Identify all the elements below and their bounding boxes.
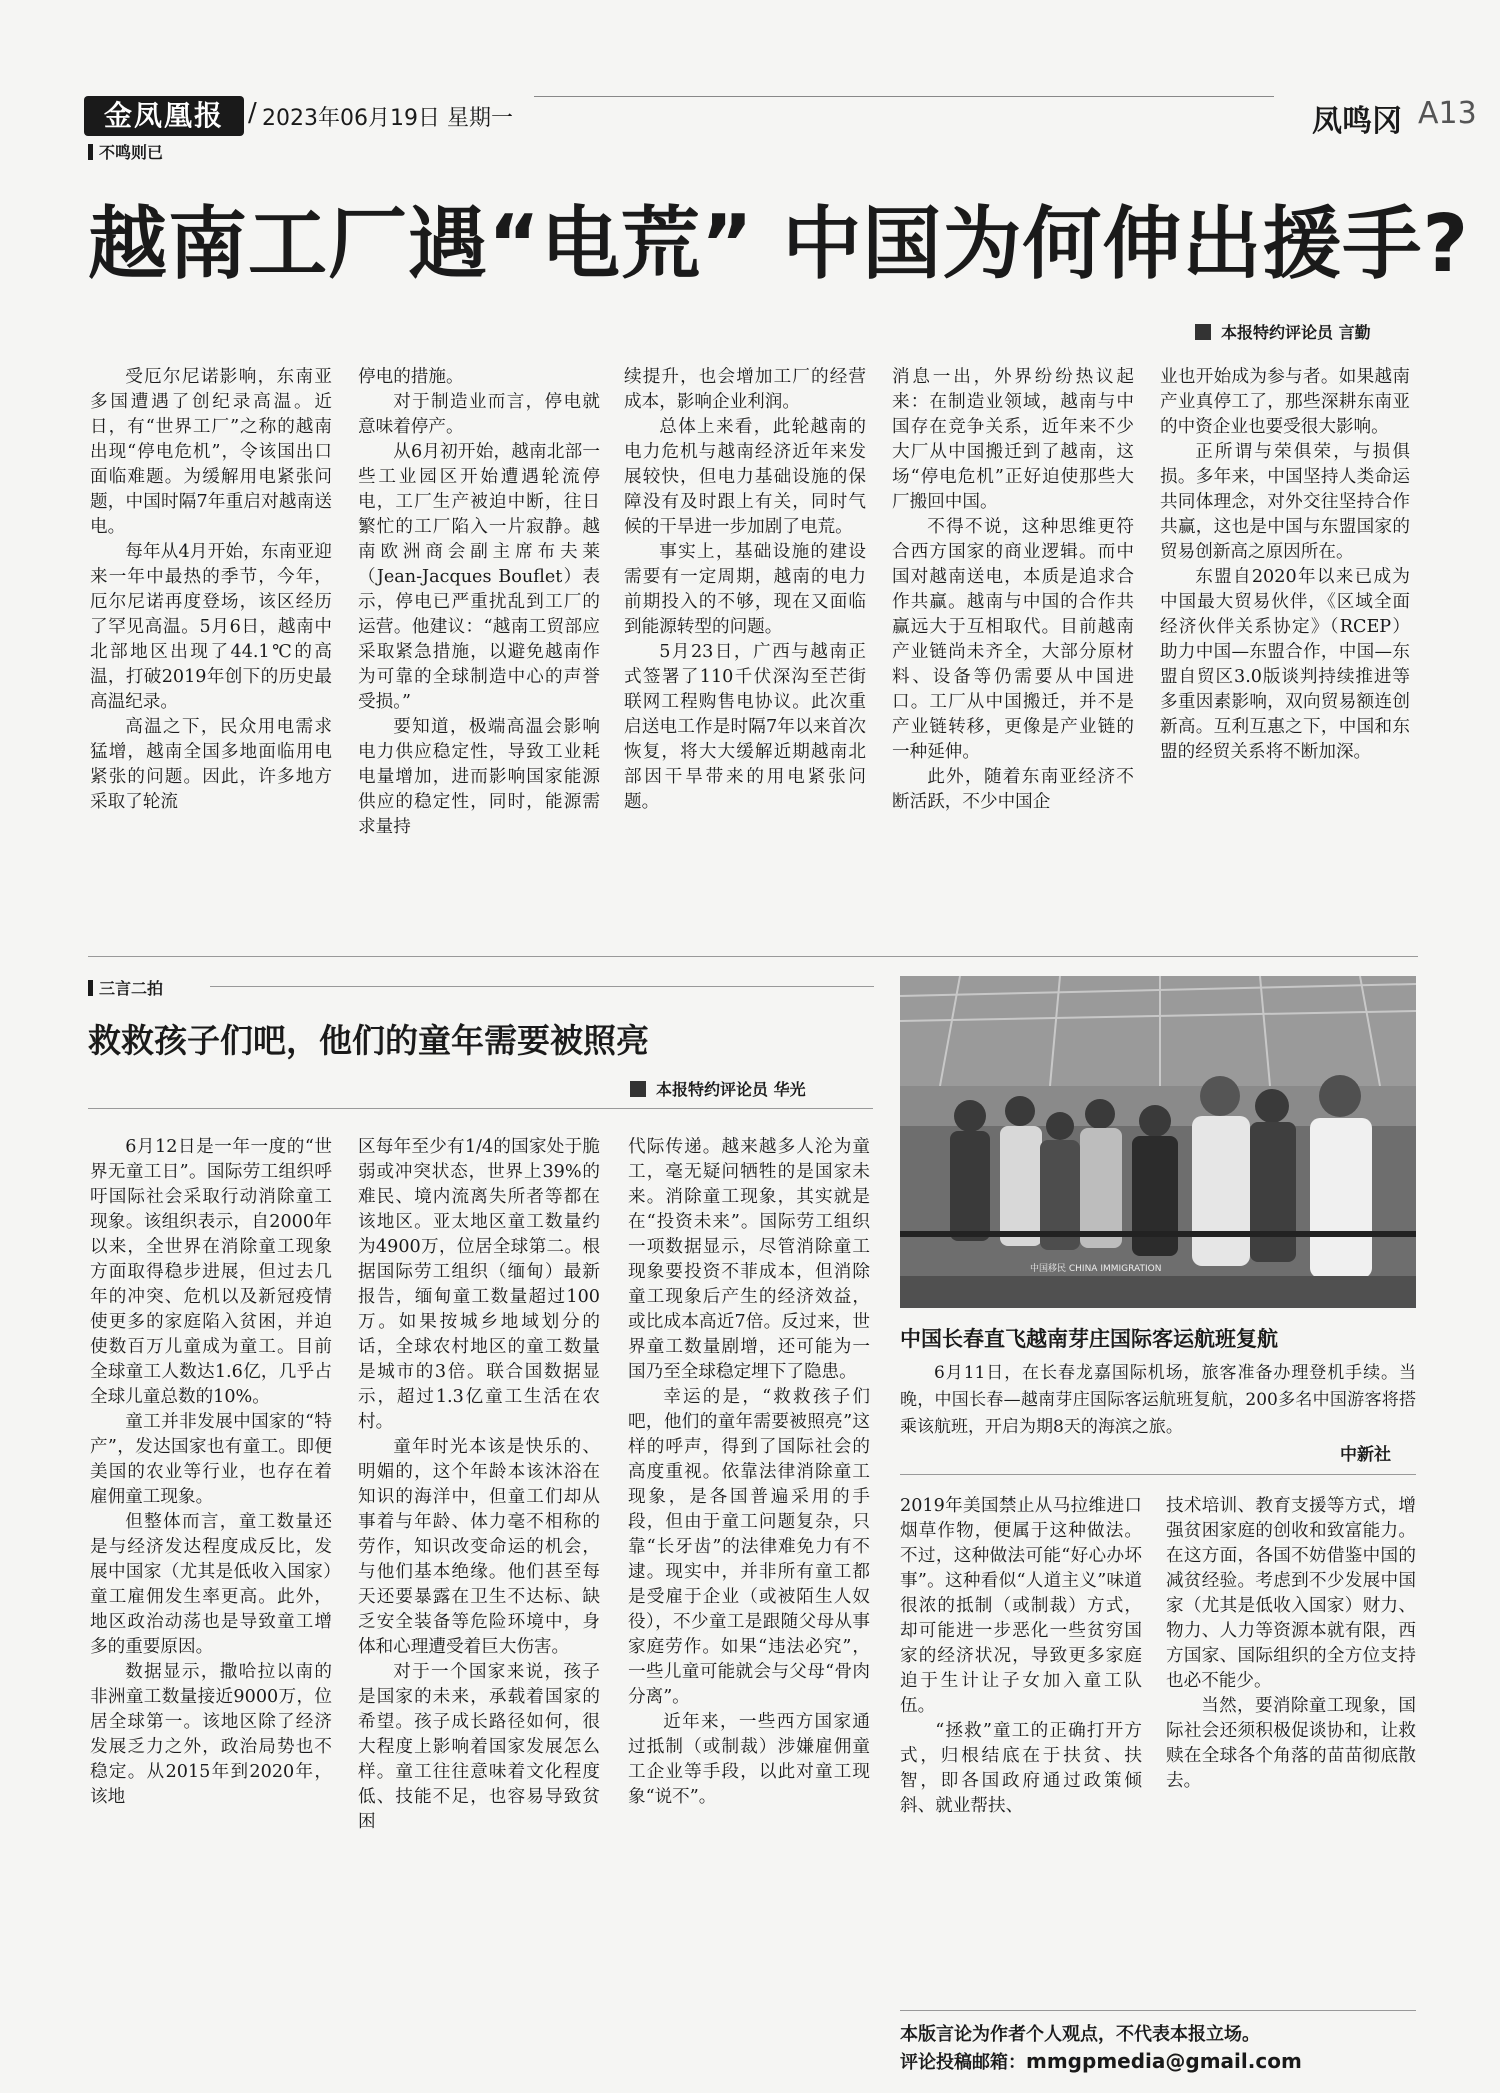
paragraph: 停电的措施。 [358,367,464,387]
article1-column-4 [892,365,1134,950]
paragraph: 2019年美国禁止从马拉维进口烟草作物，便属于这种做法。不过，这种做法可能“好心办坏事”。这种看似“人道主义”味道很浓的抵制（或制裁）方式，却可能进一步恶化一些贫穷国家的经济状况，导致更多家庭迫于生计让子女加入童工队伍。 [900,1496,1142,1716]
paragraph: 不得不说，这种思维更符合西方国家的商业逻辑。而中国对越南送电，本质是追求合作共赢。越南与中国的合作共赢远大于互相取代。目前越南产业链尚未齐全，大部分原材料、设备等仍需要从中国进口。工厂从中国搬迁，并不是产业链转移，更像是产业链的一种延伸。 [892,517,1134,762]
paragraph: 代际传递。越来越多人沦为童工，毫无疑问牺牲的是国家未来。消除童工现象，其实就是在“投资未来”。国际劳工组织一项数据显示，尽管消除童工现象要投资不菲成本，但消除童工现象后产生的经济效益，或比成本高近7倍。反过来，世界童工数量剧增，还可能为一国乃至全球稳定埋下了隐患。 [628,1137,870,1382]
article2-column-3 [628,1135,870,2010]
column-tag-1: 不鸣则已 [88,140,163,163]
section-name: 凤鸣冈 [1312,104,1402,139]
paragraph: 消息一出，外界纷纷热议起来：在制造业领域，越南与中国存在竞争关系，近年来不少大厂从中国搬迁到了越南，这场“停电危机”正好迫使那些大厂搬回中国。 [892,367,1134,512]
paragraph: 要知道，极端高温会影响电力供应稳定性，导致工业耗电量增加，进而影响国家能源供应的稳定性，同时，能源需求量持 [358,717,600,837]
main-headline: 越南工厂遇“电荒” 中国为何伸出援手? [88,198,1470,290]
paragraph: 但整体而言，童工数量还是与经济发达程度成反比，发展中国家（尤其是低收入国家）童工雇佣发生率更高。此外，地区政治动荡也是导致童工增多的重要原因。 [90,1512,332,1657]
paragraph: 总体上来看，此轮越南的电力危机与越南经济近年来发展较快，但电力基础设施的保障没有及时跟上有关，同时气候的干旱进一步加剧了电荒。 [624,417,866,537]
article2-column-2 [358,1135,600,2010]
byline-2: 本报特约评论员 华光 [630,1077,806,1100]
masthead [84,96,1477,139]
article1-column-1 [90,365,332,950]
tag-bar-icon [88,980,93,996]
article2-column-5 [1166,1494,1416,1934]
article2-headline: 救救孩子们吧，他们的童年需要被照亮 [88,1021,649,1060]
paragraph: 对于制造业而言，停电就意味着停产。 [358,392,600,437]
tag-bar-icon [88,144,93,160]
airport-crowd-image [900,976,1416,1308]
caption-rule [900,1474,1416,1475]
paragraph: 当然，要消除童工现象，国际社会还须积极促谈协和，让救赎在全球各个角落的苗苗彻底散去。 [1166,1696,1416,1791]
paragraph: 幸运的是，“救救孩子们吧，他们的童年需要被照亮”这样的呼声，得到了国际社会的高度重视。依靠法律消除童工现象，是各国普遍采用的手段，但由于童工问题复杂，只靠“长牙齿”的法律难免力有不逮。现实中，并非所有童工都是受雇于企业（或被陌生人奴役），不少童工是跟随父母从事家庭劳作。如果“违法必究”，一些儿童可能就会与父母“骨肉分离”。 [628,1387,870,1707]
email-label: 评论投稿邮箱： [900,2052,1026,2073]
paragraph: 从6月初开始，越南北部一些工业园区开始遭遇轮流停电，工厂生产被迫中断，往日繁忙的工厂陷入一片寂静。越南欧洲商会副主席布夫莱（Jean-Jacques Bouflet）表示，停电已严重扰乱到工厂的运营。他建议：“越南工贸部应采取紧急措施，以避免越南作为可靠的全球制造中心的声誉受损。” [358,442,600,712]
article2-column-1 [90,1135,332,2010]
column-tag-2: 三言二拍 [88,976,163,999]
paragraph: 东盟自2020年以来已成为中国最大贸易伙伴，《区域全面经济伙伴关系协定》（RCEP）助力中国—东盟合作，中国—东盟自贸区3.0版谈判持续推进等多重因素影响，双向贸易额连创新高。互利互惠之下，中国和东盟的经贸关系将不断加深。 [1160,567,1410,762]
newspaper-logo: 金凤凰报 [84,96,244,136]
paragraph: 童工并非发展中国家的“特产”，发达国家也有童工。即便美国的农业等行业，也存在着雇佣童工现象。 [90,1412,332,1507]
paragraph: “拯救”童工的正确打开方式，归根结底在于扶贫、扶智，即各国政府通过政策倾斜、就业帮扶、 [900,1721,1142,1816]
paragraph: 区每年至少有1/4的国家处于脆弱或冲突状态，世界上39%的难民、境内流离失所者等都在该地区。亚太地区童工数量约为4900万，位居全球第二。根据国际劳工组织（缅甸）最新报告，缅甸童工数量超过100万。如果按城乡地域划分的话，全球农村地区的童工数量是城市的3倍。联合国数据显示，超过1.3亿童工生活在农村。 [358,1137,600,1432]
masthead-rule [534,96,1274,97]
paragraph: 高温之下，民众用电需求猛增，越南全国多地面临用电紧张的问题。因此，许多地方采取了轮流 [90,717,332,812]
photo-watermark: 中国移民 CHINA IMMIGRATION [1030,1264,1162,1274]
byline-1: 本报特约评论员 言勤 [1195,320,1371,343]
paragraph: 技术培训、教育支援等方式，增强贫困家庭的创收和致富能力。在这方面，各国不妨借鉴中国的减贫经验。考虑到不少发展中国家（尤其是低收入国家）财力、物力、人力等资源本就有限，西方国家、国际组织的全方位支持也必不能少。 [1166,1496,1416,1691]
paragraph: 业也开始成为参与者。如果越南产业真停工了，那些深耕东南亚的中资企业也要受很大影响。 [1160,367,1410,437]
photo-caption-title: 中国长春直飞越南芽庄国际客运航班复航 [900,1327,1278,1351]
submission-email-line [900,2048,1302,2076]
article1-column-3 [624,365,866,950]
article1-column-5 [1160,365,1410,950]
paragraph: 童年时光本该是快乐的、明媚的，这个年龄本该沐浴在知识的海洋中，但童工们却从事着与年龄、体力毫不相称的劳作，知识改变命运的机会，与他们基本绝缘。他们甚至每天还要暴露在卫生不达标、缺乏安全装备等危险环境中，身体和心理遭受着巨大伤害。 [358,1437,600,1657]
footer-rule [900,2010,1416,2011]
square-bullet-icon [1195,324,1211,340]
paragraph: 受厄尔尼诺影响，东南亚多国遭遇了创纪录高温。近日，有“世界工厂”之称的越南出现“停电危机”，令该国出口面临难题。为缓解用电紧张问题，中国时隔7年重启对越南送电。 [90,367,332,537]
paragraph: 此外，随着东南亚经济不断活跃，不少中国企 [892,767,1134,812]
photo-caption: 6月11日，在长春龙嘉国际机场，旅客准备办理登机手续。当晚，中国长春—越南芽庄国际客运航班复航，200多名中国游客将搭乘该航班，开启为期8天的海滨之旅。 [900,1363,1416,1437]
paragraph: 5月23日，广西与越南正式签署了110千伏深沟至芒街联网工程购售电协议。此次重启送电工作是时隔7年以来首次恢复，将大大缓解近期越南北部因干旱带来的用电紧张问题。 [624,642,866,812]
paragraph: 事实上，基础设施的建设需要有一定周期，越南的电力前期投入的不够，现在又面临到能源转型的问题。 [624,542,866,637]
news-photo-airport [900,976,1416,1308]
email-address[interactable]: mmgpmedia@gmail.com [1026,2049,1302,2073]
article1-column-2 [358,365,600,950]
paragraph: 数据显示，撒哈拉以南的非洲童工数量接近9000万，位居全球第一。该地区除了经济发展乏力之外，政治局势也不稳定。从2015年到2020年，该地 [90,1662,332,1807]
article2-column-4 [900,1494,1142,1934]
separator-slash: / [248,98,257,128]
issue-date: 2023年06月19日 星期一 [262,106,513,131]
article2-rule [88,1108,873,1109]
paragraph: 对于一个国家来说，孩子是国家的未来，承载着国家的希望。孩子成长路径如何，很大程度上影响着国家发展怎么样。童工往往意味着文化程度低、技能不足，也容易导致贫困 [358,1662,600,1832]
disclaimer-text: 本版言论为作者个人观点，不代表本报立场。 [900,2024,1260,2045]
paragraph: 正所谓与荣俱荣，与损俱损。多年来，中国坚持人类命运共同体理念，对外交往坚持合作共赢，这也是中国与东盟国家的贸易创新高之原因所在。 [1160,442,1410,562]
paragraph: 6月12日是一年一度的“世界无童工日”。国际劳工组织呼吁国际社会采取行动消除童工现象。该组织表示，自2000年以来，全世界在消除童工现象方面取得稳步进展，但过去几年的冲突、危机以及新冠疫情使更多的家庭陷入贫困，并迫使数百万儿童成为童工。目前全球童工人数达1.6亿，几乎占全球儿童总数的10%。 [90,1137,332,1407]
page-number: A13 [1418,96,1477,131]
footer-note [900,2022,1302,2076]
paragraph: 近年来，一些西方国家通过抵制（或制裁）涉嫌雇佣童工企业等手段，以此对童工现象“说不”。 [628,1712,870,1807]
section-divider [88,956,1418,957]
photo-credit: 中新社 [1340,1445,1391,1465]
column-tag-rule [210,986,874,987]
square-bullet-icon [630,1081,646,1097]
paragraph: 续提升，也会增加工厂的经营成本，影响企业利润。 [624,367,866,412]
paragraph: 每年从4月开始，东南亚迎来一年中最热的季节，今年，厄尔尼诺再度登场，该区经历了罕见高温。5月6日，越南中北部地区出现了44.1℃的高温，打破2019年创下的历史最高温纪录。 [90,542,332,712]
